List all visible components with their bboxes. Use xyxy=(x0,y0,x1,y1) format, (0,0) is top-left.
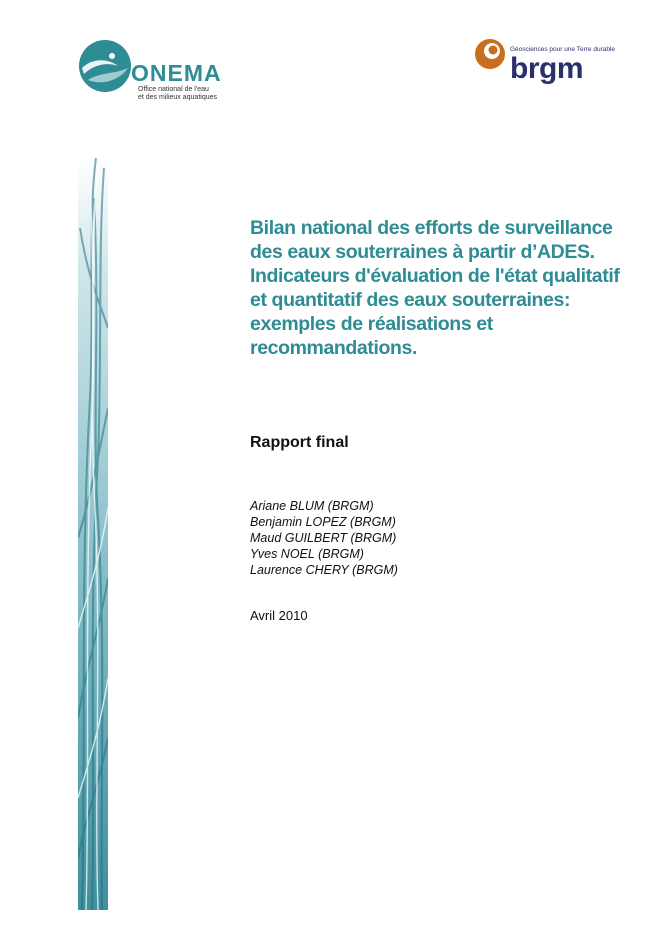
brgm-tagline: Géosciences pour une Terre durable xyxy=(510,46,616,53)
grass-leaves-icon xyxy=(78,158,108,910)
brgm-swirl-icon xyxy=(474,38,506,70)
report-subtitle: Rapport final xyxy=(250,434,349,451)
author-item: Laurence CHERY (BRGM) xyxy=(250,563,398,577)
author-item: Benjamin LOPEZ (BRGM) xyxy=(250,515,396,529)
onema-drop-icon xyxy=(78,38,134,94)
brgm-wordmark: brgm xyxy=(510,52,583,85)
onema-logo xyxy=(78,38,244,104)
onema-subtitle xyxy=(138,86,217,102)
onema-wordmark: ONEMA xyxy=(131,60,222,86)
onema-subtitle-line1: Office national de l'eau xyxy=(138,86,209,93)
report-date: Avril 2010 xyxy=(250,608,308,623)
author-item: Yves NOEL (BRGM) xyxy=(250,547,364,561)
author-item: Maud GUILBERT (BRGM) xyxy=(250,531,397,545)
author-item: Ariane BLUM (BRGM) xyxy=(250,499,374,513)
brgm-logo xyxy=(474,38,616,96)
author-list xyxy=(250,498,398,578)
onema-subtitle-line2: et des milieux aquatiques xyxy=(138,94,217,101)
report-title: Bilan national des efforts de surveillance des eaux souterraines à partir d’ADES. Indicateurs d'évaluation de l'état qualitatif et quantitatif des eaux souterraines: exemples de réalisations et recommandations. xyxy=(250,217,620,359)
